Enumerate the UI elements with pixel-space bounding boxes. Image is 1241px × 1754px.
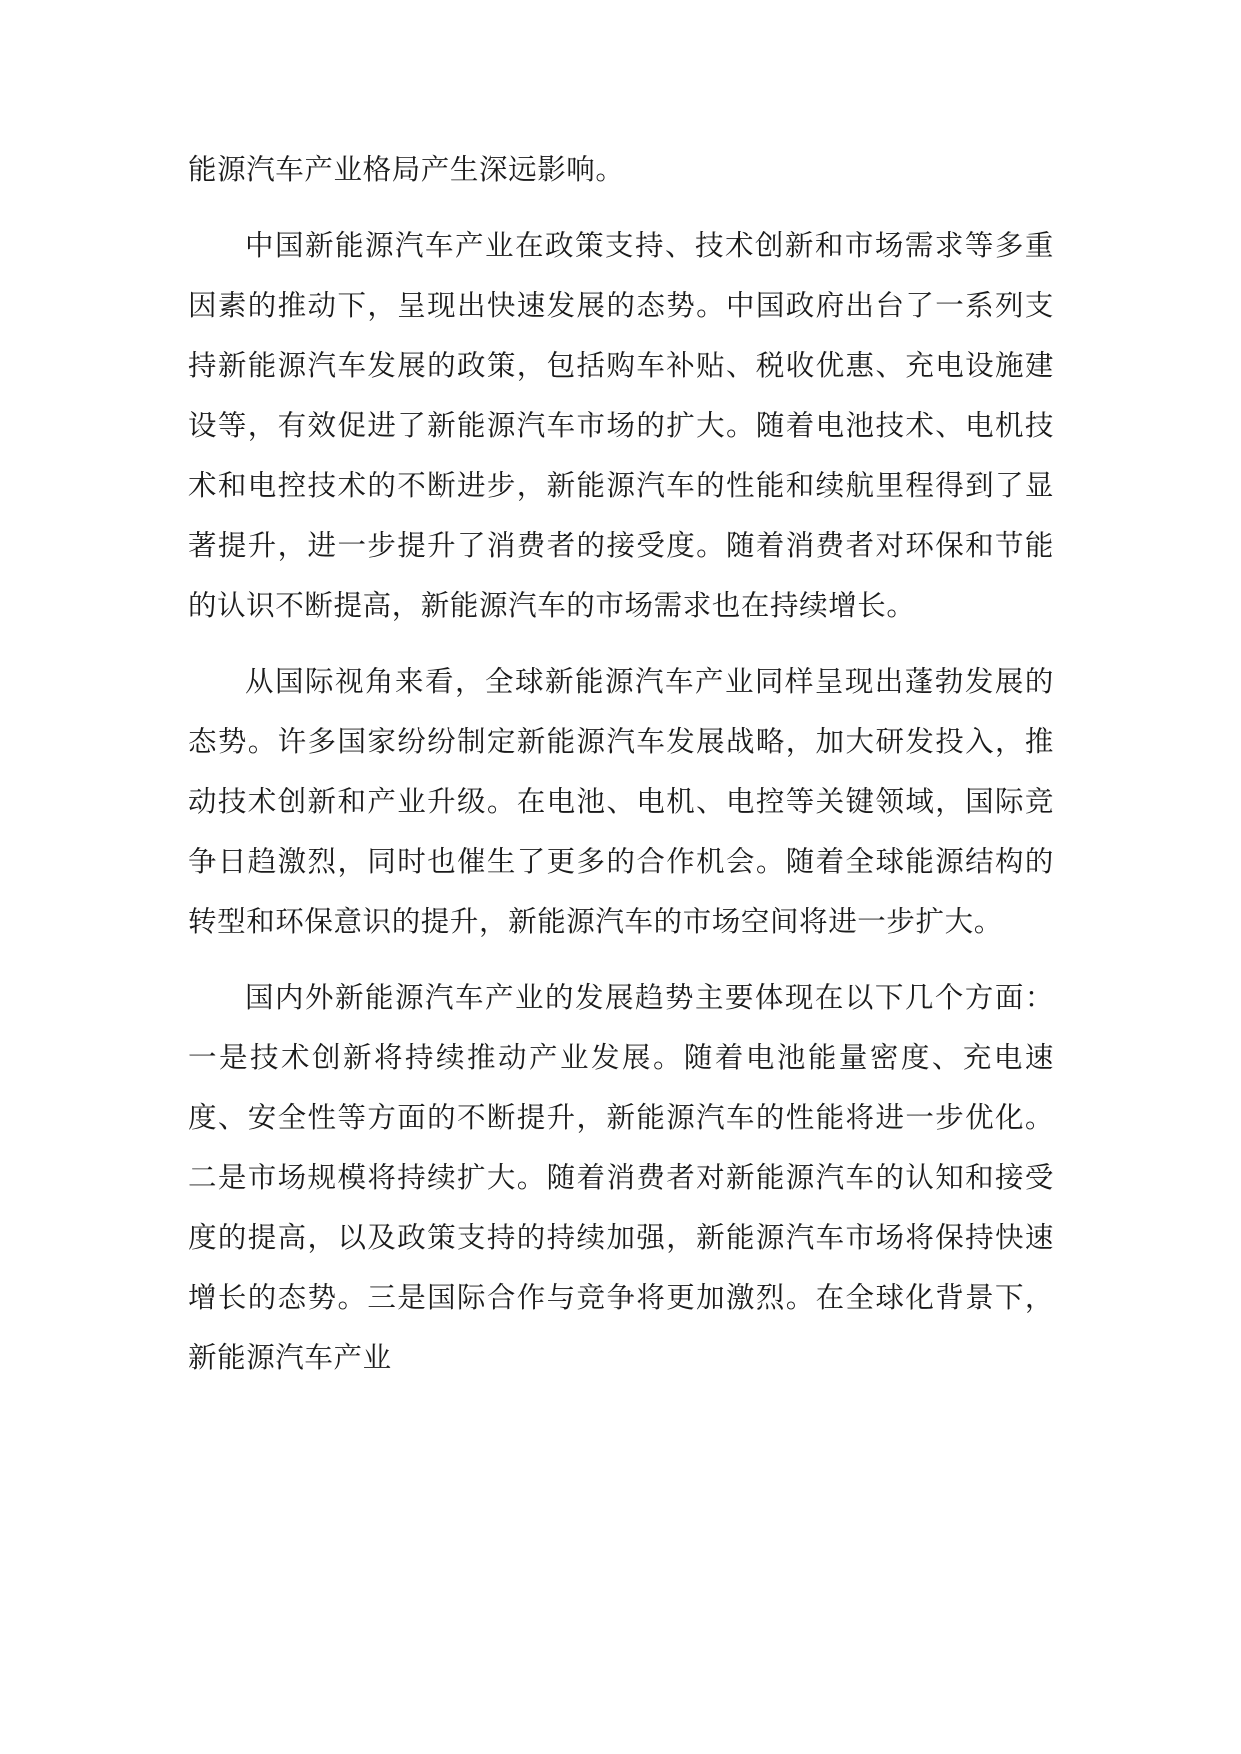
paragraph-china-nev-industry: 中国新能源汽车产业在政策支持、技术创新和市场需求等多重因素的推动下，呈现出快速发展的态势。中国政府出台了一系列支持新能源汽车发展的政策，包括购车补贴、税收优惠、充电设施建设等，有效促进了新能源汽车市场的扩大。随着电池技术、电机技术和电控技术的不断进步，新能源汽车的性能和续航里程得到了显著提升，进一步提升了消费者的接受度。随着消费者对环保和节能的认识不断提高，新能源汽车的市场需求也在持续增长。 [188,229,1054,622]
paragraph-development-trends: 国内外新能源汽车产业的发展趋势主要体现在以下几个方面：一是技术创新将持续推动产业发展。随着电池能量密度、充电速度、安全性等方面的不断提升，新能源汽车的性能将进一步优化。二是市场规模将持续扩大。随着消费者对新能源汽车的认知和接受度的提高，以及政策支持的持续加强，新能源汽车市场将保持快速增长的态势。三是国际合作与竞争将更加激烈。在全球化背景下，新能源汽车产业 [188,981,1054,1374]
paragraph-international-perspective: 从国际视角来看，全球新能源汽车产业同样呈现出蓬勃发展的态势。许多国家纷纷制定新能源汽车发展战略，加大研发投入，推动技术创新和产业升级。在电池、电机、电控等关键领域，国际竞争日趋激烈，同时也催生了更多的合作机会。随着全球能源结构的转型和环保意识的提升，新能源汽车的市场空间将进一步扩大。 [188,665,1054,938]
body-text [188,140,1054,1404]
paragraph-continuation: 能源汽车产业格局产生深远影响。 [188,153,625,186]
